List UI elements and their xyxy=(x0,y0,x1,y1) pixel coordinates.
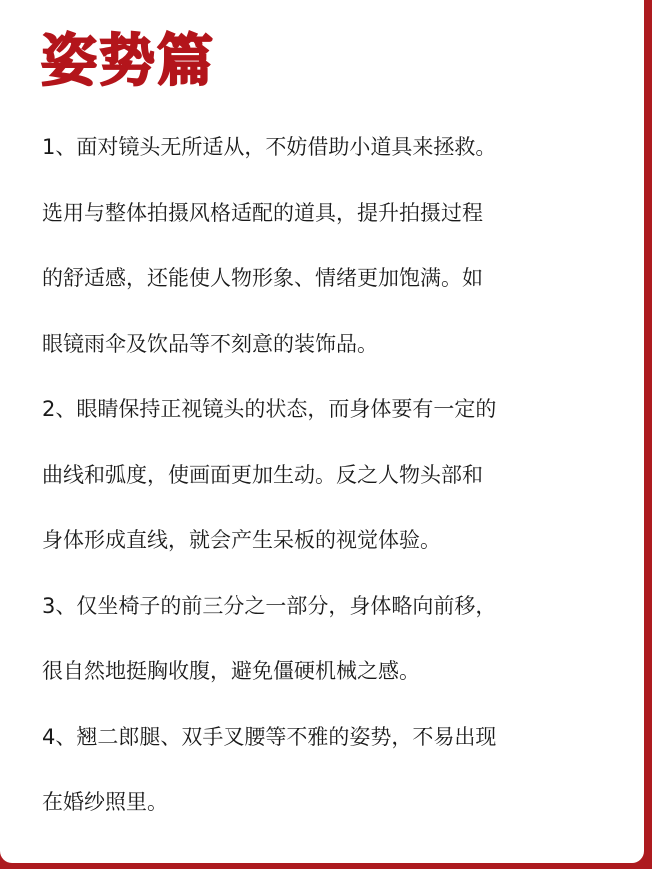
text-line: 4、翘二郎腿、双手叉腰等不雅的姿势，不易出现 xyxy=(42,724,497,749)
text-line: 2、眼睛保持正视镜头的状态，而身体要有一定的 xyxy=(42,397,497,421)
text-line: 身体形成直线，就会产生呆板的视觉体验。 xyxy=(42,528,441,552)
page-title: 姿势篇 xyxy=(41,29,215,94)
text-line: 3、仅坐椅子的前三分之一部分，身体略向前移， xyxy=(42,593,497,618)
text-line: 很自然地挺胸收腹，避免僵硬机械之感。 xyxy=(42,659,420,683)
text-line: 在婚纱照里。 xyxy=(42,790,168,814)
text-line: 选用与整体拍摄风格适配的道具，提升拍摄过程 xyxy=(42,200,483,225)
article-body xyxy=(42,130,622,851)
text-line: 眼镜雨伞及饮品等不刻意的装饰品。 xyxy=(42,331,378,356)
text-line: 1、面对镜头无所适从，不妨借助小道具来拯救。 xyxy=(42,135,497,159)
text-line: 的舒适感，还能使人物形象、情绪更加饱满。如 xyxy=(42,266,483,290)
text-line: 曲线和弧度，使画面更加生动。反之人物头部和 xyxy=(42,462,483,487)
